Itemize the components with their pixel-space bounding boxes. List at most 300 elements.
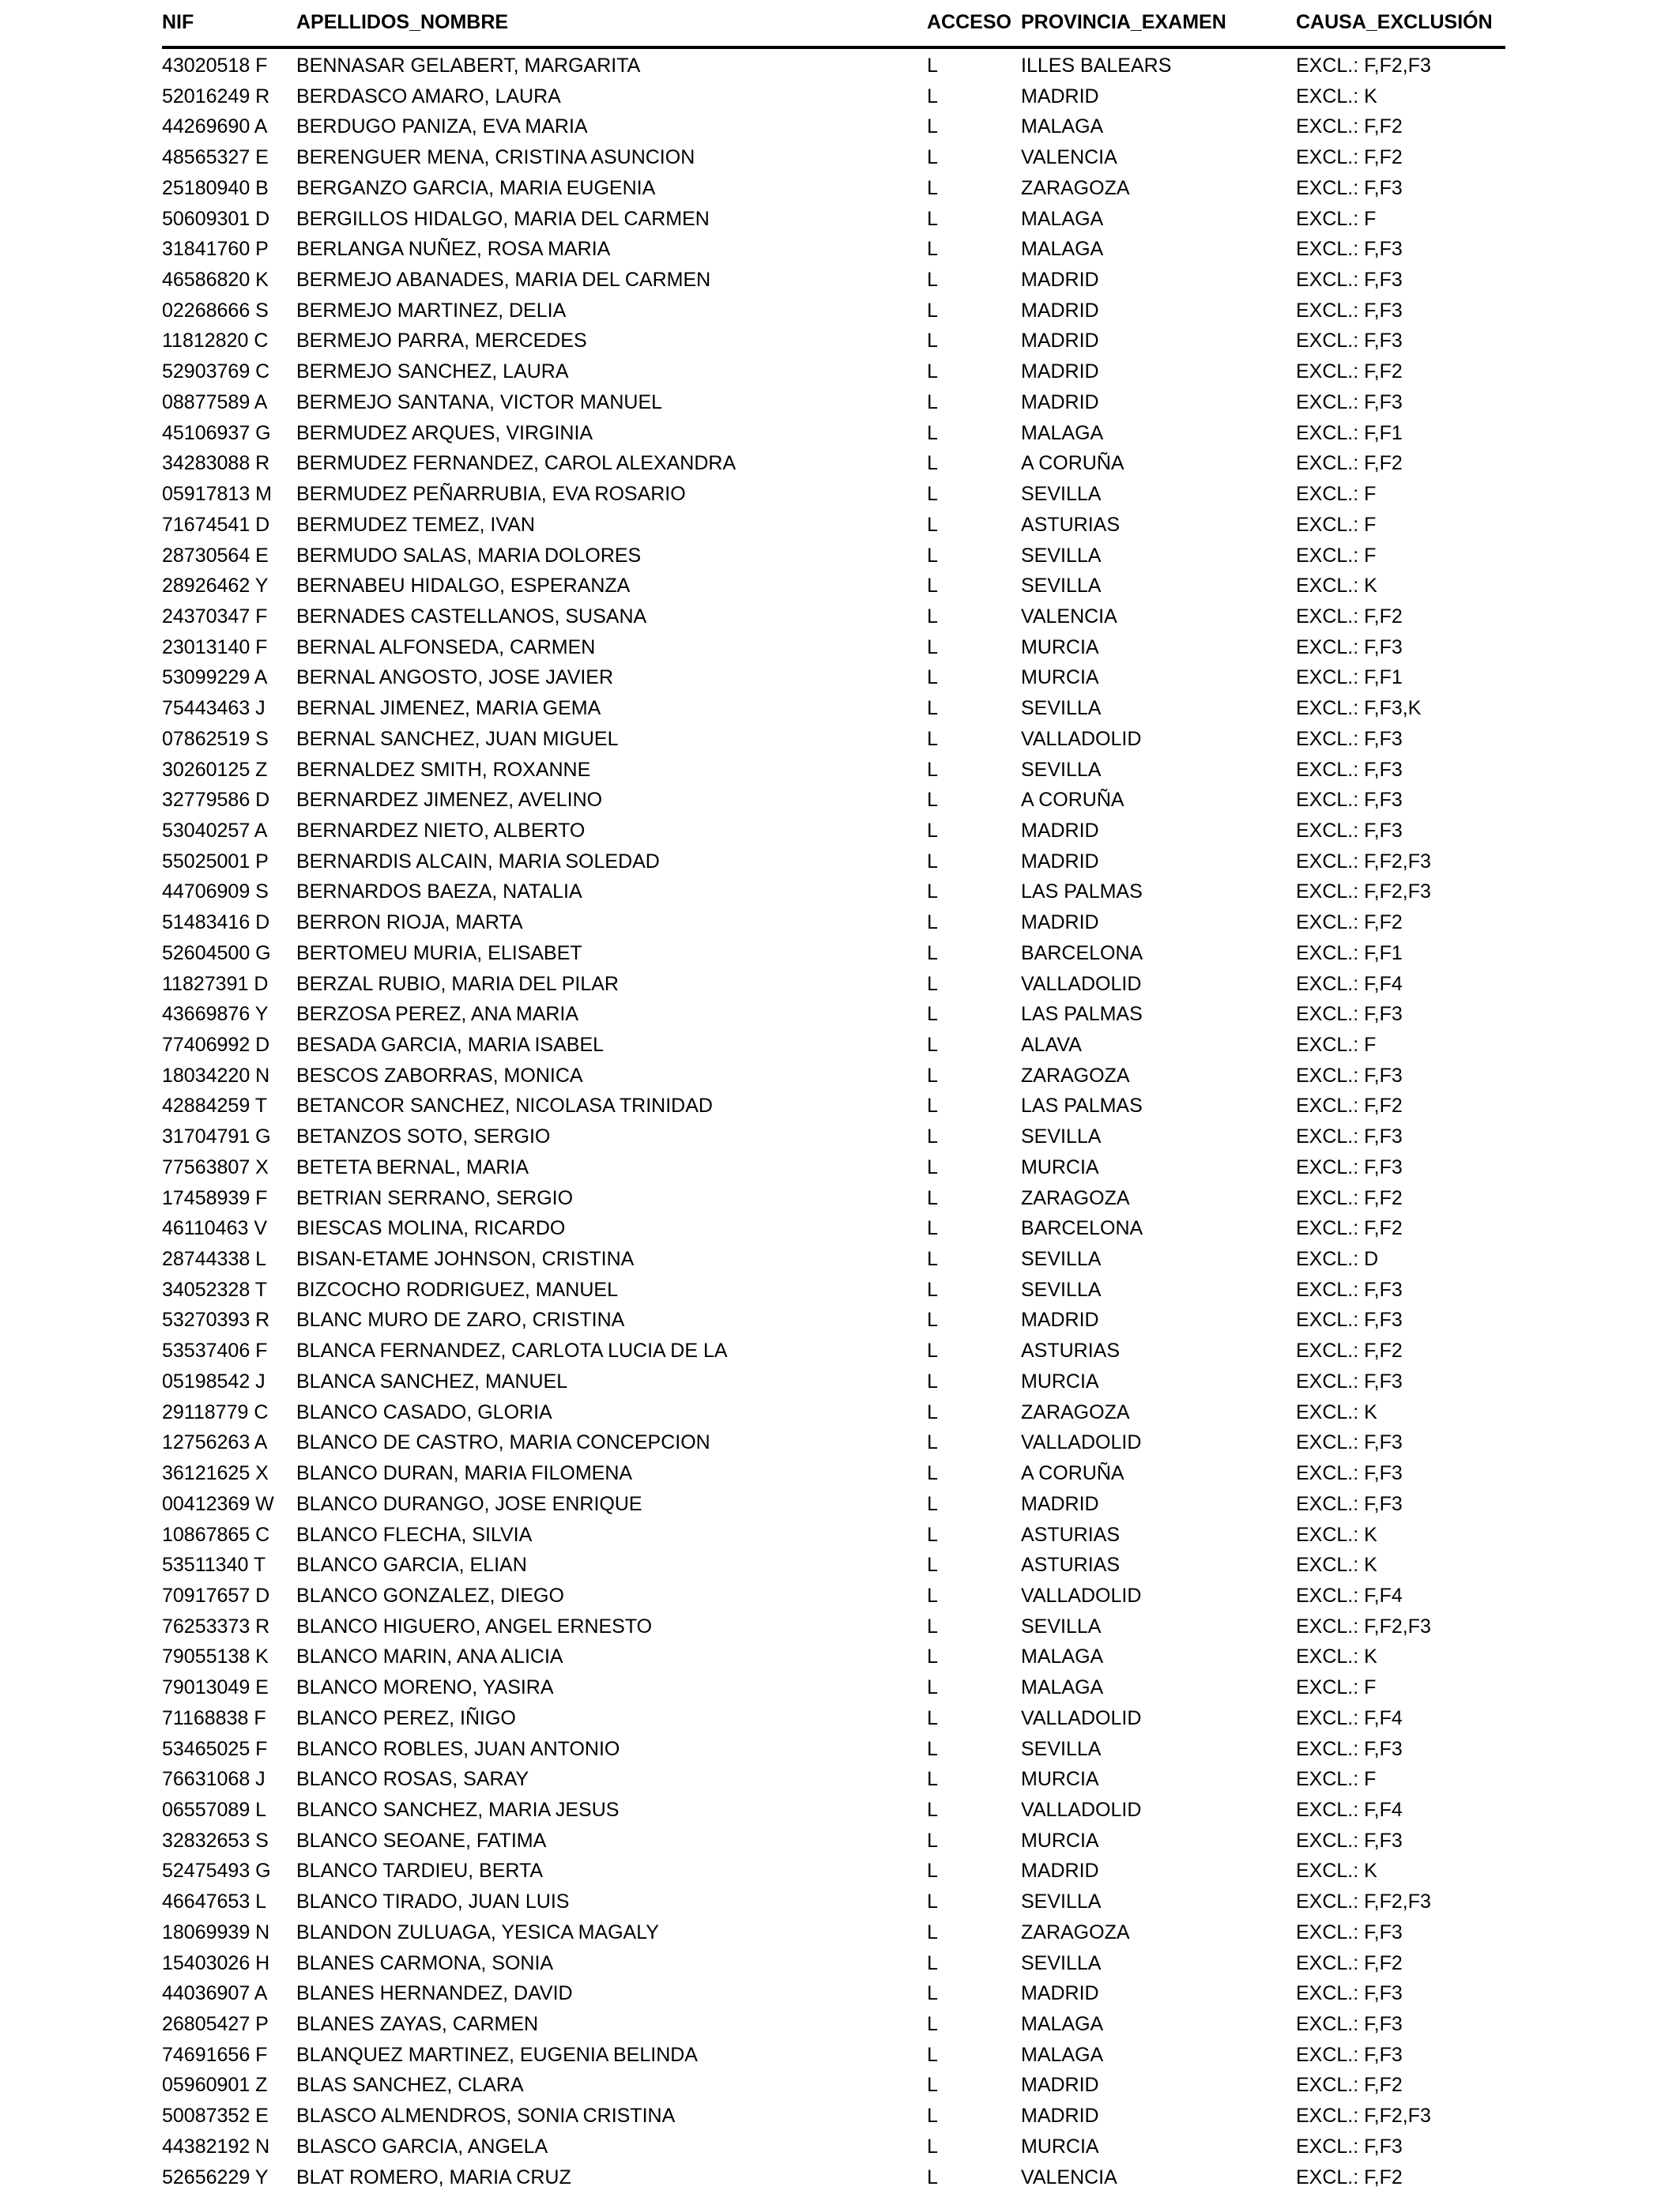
table-row xyxy=(162,1948,1505,1979)
cell-causa-exclusion: EXCL.: F,F2,F3 xyxy=(1296,55,1431,77)
cell-provincia-examen: MADRID xyxy=(1021,330,1099,352)
cell-acceso: L xyxy=(927,1523,938,1546)
cell-apellidos-nombre: BERENGUER MENA, CRISTINA ASUNCION xyxy=(296,146,695,169)
cell-provincia-examen: ZARAGOZA xyxy=(1021,1064,1130,1087)
cell-acceso: L xyxy=(927,972,938,995)
cell-apellidos-nombre: BERMEJO MARTINEZ, DELIA xyxy=(296,299,567,322)
cell-apellidos-nombre: BLANCO SANCHEZ, MARIA JESUS xyxy=(296,1798,620,1821)
cell-apellidos-nombre: BLANCO HIGUERO, ANGEL ERNESTO xyxy=(296,1615,653,1638)
cell-apellidos-nombre: BERNADES CASTELLANOS, SUSANA xyxy=(296,605,647,628)
cell-causa-exclusion: EXCL.: F,F3 xyxy=(1296,2043,1403,2066)
cell-apellidos-nombre: BERMEJO ABANADES, MARIA DEL CARMEN xyxy=(296,269,711,292)
cell-acceso: L xyxy=(927,1676,938,1699)
cell-nif: 53537406 F xyxy=(162,1340,268,1363)
cell-causa-exclusion: EXCL.: F,F2,F3 xyxy=(1296,1891,1431,1913)
cell-apellidos-nombre: BLAS SANCHEZ, CLARA xyxy=(296,2074,524,2097)
cell-apellidos-nombre: BISAN-ETAME JOHNSON, CRISTINA xyxy=(296,1248,635,1271)
cell-provincia-examen: MURCIA xyxy=(1021,1155,1099,1178)
cell-apellidos-nombre: BERNAL JIMENEZ, MARIA GEMA xyxy=(296,697,601,720)
cell-acceso: L xyxy=(927,1278,938,1301)
cell-nif: 76631068 J xyxy=(162,1768,266,1791)
cell-causa-exclusion: EXCL.: F,F3 xyxy=(1296,299,1403,322)
table-row xyxy=(162,571,1505,601)
table-row xyxy=(162,969,1505,1000)
cell-acceso: L xyxy=(927,1217,938,1240)
cell-provincia-examen: SEVILLA xyxy=(1021,1737,1102,1760)
cell-provincia-examen: A CORUÑA xyxy=(1021,452,1124,475)
cell-nif: 32832653 S xyxy=(162,1829,269,1852)
cell-acceso: L xyxy=(927,85,938,107)
cell-acceso: L xyxy=(927,1064,938,1087)
cell-causa-exclusion: EXCL.: F,F3 xyxy=(1296,819,1403,842)
cell-causa-exclusion: EXCL.: F,F2,F3 xyxy=(1296,2105,1431,2128)
cell-provincia-examen: MURCIA xyxy=(1021,1829,1099,1852)
cell-acceso: L xyxy=(927,421,938,444)
cell-nif: 00412369 W xyxy=(162,1492,274,1515)
table-row xyxy=(162,1581,1505,1612)
cell-causa-exclusion: EXCL.: F,F2 xyxy=(1296,360,1403,383)
cell-acceso: L xyxy=(927,1615,938,1638)
cell-apellidos-nombre: BENNASAR GELABERT, MARGARITA xyxy=(296,55,641,77)
cell-causa-exclusion: EXCL.: F,F3 xyxy=(1296,1370,1403,1393)
cell-nif: 18069939 N xyxy=(162,1921,270,1943)
cell-provincia-examen: ILLES BALEARS xyxy=(1021,55,1172,77)
cell-causa-exclusion: EXCL.: F,F3 xyxy=(1296,1003,1403,1026)
cell-acceso: L xyxy=(927,1125,938,1148)
cell-acceso: L xyxy=(927,880,938,903)
cell-causa-exclusion: EXCL.: F,F3 xyxy=(1296,758,1403,781)
table-header xyxy=(162,8,1505,43)
header-provincia-examen: PROVINCIA_EXAMEN xyxy=(1021,11,1226,33)
cell-causa-exclusion: EXCL.: F,F2,F3 xyxy=(1296,1615,1431,1638)
cell-nif: 36121625 X xyxy=(162,1462,269,1485)
cell-apellidos-nombre: BLANES CARMONA, SONIA xyxy=(296,1951,554,1974)
cell-provincia-examen: SEVILLA xyxy=(1021,758,1102,781)
cell-apellidos-nombre: BLASCO GARCIA, ANGELA xyxy=(296,2135,548,2158)
cell-nif: 70917657 D xyxy=(162,1584,270,1607)
cell-acceso: L xyxy=(927,575,938,598)
table-row xyxy=(162,448,1505,479)
cell-apellidos-nombre: BERRON RIOJA, MARTA xyxy=(296,911,523,934)
cell-acceso: L xyxy=(927,115,938,138)
cell-causa-exclusion: EXCL.: F,F1 xyxy=(1296,421,1403,444)
cell-acceso: L xyxy=(927,1829,938,1852)
cell-acceso: L xyxy=(927,2166,938,2188)
cell-acceso: L xyxy=(927,697,938,720)
cell-nif: 29118779 C xyxy=(162,1400,269,1423)
cell-nif: 75443463 J xyxy=(162,697,266,720)
cell-apellidos-nombre: BESCOS ZABORRAS, MONICA xyxy=(296,1064,583,1087)
cell-causa-exclusion: EXCL.: F,F4 xyxy=(1296,972,1403,995)
cell-nif: 55025001 P xyxy=(162,850,269,873)
cell-acceso: L xyxy=(927,1462,938,1485)
cell-provincia-examen: SEVILLA xyxy=(1021,1891,1102,1913)
cell-causa-exclusion: EXCL.: F,F2 xyxy=(1296,1951,1403,1974)
cell-apellidos-nombre: BLANCO DURAN, MARIA FILOMENA xyxy=(296,1462,633,1485)
cell-acceso: L xyxy=(927,1309,938,1332)
cell-nif: 79013049 E xyxy=(162,1676,269,1699)
cell-causa-exclusion: EXCL.: F,F2 xyxy=(1296,1340,1403,1363)
cell-causa-exclusion: EXCL.: F,F3 xyxy=(1296,789,1403,812)
cell-apellidos-nombre: BERMEJO PARRA, MERCEDES xyxy=(296,330,587,352)
table-row xyxy=(162,1795,1505,1826)
table-row xyxy=(162,1703,1505,1734)
cell-acceso: L xyxy=(927,1431,938,1454)
cell-causa-exclusion: EXCL.: F,F1 xyxy=(1296,941,1403,964)
cell-apellidos-nombre: BERTOMEU MURIA, ELISABET xyxy=(296,941,582,964)
cell-nif: 52475493 G xyxy=(162,1860,271,1883)
cell-causa-exclusion: EXCL.: F,F3 xyxy=(1296,635,1403,658)
cell-acceso: L xyxy=(927,1186,938,1209)
table-row xyxy=(162,1061,1505,1091)
cell-nif: 24370347 F xyxy=(162,605,268,628)
cell-nif: 50087352 E xyxy=(162,2105,269,2128)
cell-provincia-examen: ZARAGOZA xyxy=(1021,1186,1130,1209)
table-row xyxy=(162,662,1505,693)
cell-provincia-examen: ZARAGOZA xyxy=(1021,176,1130,199)
cell-acceso: L xyxy=(927,1095,938,1118)
cell-nif: 46647653 L xyxy=(162,1891,267,1913)
cell-acceso: L xyxy=(927,360,938,383)
table-row xyxy=(162,1458,1505,1489)
table-row xyxy=(162,1887,1505,1917)
cell-nif: 15403026 H xyxy=(162,1951,270,1974)
cell-nif: 11812820 C xyxy=(162,330,269,352)
cell-apellidos-nombre: BERMUDEZ TEMEZ, IVAN xyxy=(296,513,535,536)
cell-nif: 05198542 J xyxy=(162,1370,266,1393)
table-row xyxy=(162,2040,1505,2071)
cell-causa-exclusion: EXCL.: F,F3 xyxy=(1296,2135,1403,2158)
table-row xyxy=(162,601,1505,632)
cell-acceso: L xyxy=(927,758,938,781)
cell-causa-exclusion: EXCL.: K xyxy=(1296,1400,1377,1423)
cell-nif: 77563807 X xyxy=(162,1155,269,1178)
table-row xyxy=(162,1030,1505,1061)
cell-nif: 05960901 Z xyxy=(162,2074,268,2097)
cell-acceso: L xyxy=(927,727,938,750)
cell-apellidos-nombre: BLANCO FLECHA, SILVIA xyxy=(296,1523,533,1546)
cell-acceso: L xyxy=(927,1891,938,1913)
cell-acceso: L xyxy=(927,146,938,169)
table-row xyxy=(162,173,1505,204)
cell-provincia-examen: VALLADOLID xyxy=(1021,1706,1142,1729)
header-apellidos-nombre: APELLIDOS_NOMBRE xyxy=(296,11,509,33)
cell-nif: 11827391 D xyxy=(162,972,269,995)
cell-apellidos-nombre: BERGANZO GARCIA, MARIA EUGENIA xyxy=(296,176,656,199)
cell-causa-exclusion: EXCL.: F,F2 xyxy=(1296,2074,1403,2097)
cell-nif: 46110463 V xyxy=(162,1217,267,1240)
table-row xyxy=(162,1152,1505,1183)
cell-provincia-examen: SEVILLA xyxy=(1021,1615,1102,1638)
cell-provincia-examen: SEVILLA xyxy=(1021,483,1102,506)
cell-acceso: L xyxy=(927,2105,938,2128)
cell-provincia-examen: ASTURIAS xyxy=(1021,1340,1121,1363)
cell-apellidos-nombre: BERNABEU HIDALGO, ESPERANZA xyxy=(296,575,631,598)
table-body xyxy=(162,51,1505,2192)
cell-provincia-examen: MALAGA xyxy=(1021,207,1104,230)
cell-causa-exclusion: EXCL.: K xyxy=(1296,1860,1377,1883)
cell-nif: 53270393 R xyxy=(162,1309,270,1332)
cell-provincia-examen: LAS PALMAS xyxy=(1021,880,1143,903)
cell-causa-exclusion: EXCL.: F,F2 xyxy=(1296,1095,1403,1118)
cell-apellidos-nombre: BIESCAS MOLINA, RICARDO xyxy=(296,1217,566,1240)
cell-apellidos-nombre: BERNAL SANCHEZ, JUAN MIGUEL xyxy=(296,727,619,750)
cell-causa-exclusion: EXCL.: K xyxy=(1296,1554,1377,1577)
cell-causa-exclusion: EXCL.: F xyxy=(1296,513,1377,536)
cell-causa-exclusion: EXCL.: F,F3 xyxy=(1296,1921,1403,1943)
cell-nif: 44036907 A xyxy=(162,1982,268,2005)
table-row xyxy=(162,1764,1505,1795)
table-row xyxy=(162,632,1505,663)
cell-acceso: L xyxy=(927,1370,938,1393)
table-row xyxy=(162,2132,1505,2162)
cell-apellidos-nombre: BERMUDEZ PEÑARRUBIA, EVA ROSARIO xyxy=(296,483,686,506)
cell-acceso: L xyxy=(927,1737,938,1760)
cell-nif: 06557089 L xyxy=(162,1798,267,1821)
cell-causa-exclusion: EXCL.: F,F3 xyxy=(1296,1829,1403,1852)
cell-apellidos-nombre: BETANCOR SANCHEZ, NICOLASA TRINIDAD xyxy=(296,1095,713,1118)
cell-causa-exclusion: EXCL.: F,F4 xyxy=(1296,1584,1403,1607)
table-row xyxy=(162,204,1505,235)
cell-apellidos-nombre: BERNALDEZ SMITH, ROXANNE xyxy=(296,758,591,781)
cell-causa-exclusion: EXCL.: F,F2 xyxy=(1296,146,1403,169)
cell-provincia-examen: VALENCIA xyxy=(1021,605,1117,628)
table-row xyxy=(162,724,1505,755)
cell-provincia-examen: ASTURIAS xyxy=(1021,1554,1121,1577)
cell-apellidos-nombre: BERDASCO AMARO, LAURA xyxy=(296,85,561,107)
cell-nif: 53040257 A xyxy=(162,819,268,842)
cell-apellidos-nombre: BLANCO MARIN, ANA ALICIA xyxy=(296,1646,563,1668)
cell-causa-exclusion: EXCL.: F,F4 xyxy=(1296,1706,1403,1729)
header-nif: NIF xyxy=(162,11,194,33)
cell-provincia-examen: SEVILLA xyxy=(1021,544,1102,567)
cell-acceso: L xyxy=(927,269,938,292)
cell-acceso: L xyxy=(927,1860,938,1883)
cell-provincia-examen: MADRID xyxy=(1021,819,1099,842)
cell-apellidos-nombre: BERMEJO SANCHEZ, LAURA xyxy=(296,360,569,383)
cell-acceso: L xyxy=(927,941,938,964)
cell-apellidos-nombre: BLANCO MORENO, YASIRA xyxy=(296,1676,554,1699)
cell-causa-exclusion: EXCL.: F,F2 xyxy=(1296,115,1403,138)
table-row xyxy=(162,296,1505,326)
cell-provincia-examen: MADRID xyxy=(1021,299,1099,322)
cell-causa-exclusion: EXCL.: K xyxy=(1296,1523,1377,1546)
cell-causa-exclusion: EXCL.: F,F3 xyxy=(1296,727,1403,750)
cell-nif: 31841760 P xyxy=(162,238,269,261)
cell-causa-exclusion: EXCL.: F,F3 xyxy=(1296,1309,1403,1332)
cell-nif: 02268666 S xyxy=(162,299,269,322)
cell-acceso: L xyxy=(927,2135,938,2158)
cell-acceso: L xyxy=(927,1034,938,1056)
table-row xyxy=(162,907,1505,938)
cell-causa-exclusion: EXCL.: K xyxy=(1296,85,1377,107)
cell-provincia-examen: ZARAGOZA xyxy=(1021,1921,1130,1943)
table-row xyxy=(162,785,1505,816)
table-row xyxy=(162,846,1505,877)
cell-apellidos-nombre: BERNARDOS BAEZA, NATALIA xyxy=(296,880,582,903)
cell-provincia-examen: A CORUÑA xyxy=(1021,789,1124,812)
cell-acceso: L xyxy=(927,1554,938,1577)
cell-apellidos-nombre: BLANCO SEOANE, FATIMA xyxy=(296,1829,547,1852)
table-row xyxy=(162,1305,1505,1336)
table-row xyxy=(162,1826,1505,1857)
cell-nif: 53465025 F xyxy=(162,1737,268,1760)
cell-apellidos-nombre: BERZAL RUBIO, MARIA DEL PILAR xyxy=(296,972,619,995)
cell-apellidos-nombre: BERMUDO SALAS, MARIA DOLORES xyxy=(296,544,642,567)
cell-apellidos-nombre: BESADA GARCIA, MARIA ISABEL xyxy=(296,1034,605,1056)
cell-apellidos-nombre: BLANCO DE CASTRO, MARIA CONCEPCION xyxy=(296,1431,710,1454)
cell-provincia-examen: ASTURIAS xyxy=(1021,1523,1121,1546)
cell-nif: 52604500 G xyxy=(162,941,271,964)
cell-apellidos-nombre: BERNARDEZ NIETO, ALBERTO xyxy=(296,819,586,842)
cell-acceso: L xyxy=(927,850,938,873)
cell-causa-exclusion: EXCL.: F,F2 xyxy=(1296,605,1403,628)
table-row xyxy=(162,51,1505,81)
cell-provincia-examen: VALLADOLID xyxy=(1021,1431,1142,1454)
cell-provincia-examen: VALENCIA xyxy=(1021,2166,1117,2188)
cell-apellidos-nombre: BERNARDIS ALCAIN, MARIA SOLEDAD xyxy=(296,850,660,873)
cell-nif: 50609301 D xyxy=(162,207,270,230)
table-row xyxy=(162,1275,1505,1306)
cell-nif: 53511340 T xyxy=(162,1554,266,1577)
cell-acceso: L xyxy=(927,330,938,352)
cell-provincia-examen: ZARAGOZA xyxy=(1021,1400,1130,1423)
cell-causa-exclusion: EXCL.: F,F2 xyxy=(1296,1186,1403,1209)
cell-apellidos-nombre: BLANCO PEREZ, IÑIGO xyxy=(296,1706,516,1729)
header-divider xyxy=(162,46,1505,49)
cell-nif: 46586820 K xyxy=(162,269,269,292)
cell-nif: 43020518 F xyxy=(162,55,268,77)
cell-nif: 30260125 Z xyxy=(162,758,268,781)
cell-provincia-examen: MALAGA xyxy=(1021,115,1104,138)
cell-causa-exclusion: EXCL.: F,F2 xyxy=(1296,2166,1403,2188)
cell-acceso: L xyxy=(927,1768,938,1791)
cell-causa-exclusion: EXCL.: F,F4 xyxy=(1296,1798,1403,1821)
cell-apellidos-nombre: BETETA BERNAL, MARIA xyxy=(296,1155,529,1178)
cell-acceso: L xyxy=(927,483,938,506)
table-row xyxy=(162,693,1505,724)
cell-nif: 34283088 R xyxy=(162,452,270,475)
cell-causa-exclusion: EXCL.: F,F1 xyxy=(1296,666,1403,689)
cell-apellidos-nombre: BERLANGA NUÑEZ, ROSA MARIA xyxy=(296,238,611,261)
cell-acceso: L xyxy=(927,666,938,689)
cell-provincia-examen: SEVILLA xyxy=(1021,1951,1102,1974)
cell-provincia-examen: MADRID xyxy=(1021,1309,1099,1332)
cell-causa-exclusion: EXCL.: F xyxy=(1296,1676,1377,1699)
cell-provincia-examen: VALLADOLID xyxy=(1021,727,1142,750)
cell-nif: 44269690 A xyxy=(162,115,268,138)
cell-apellidos-nombre: BLANCO TARDIEU, BERTA xyxy=(296,1860,544,1883)
table-row xyxy=(162,1336,1505,1367)
table-row xyxy=(162,326,1505,356)
cell-acceso: L xyxy=(927,1003,938,1026)
cell-provincia-examen: MADRID xyxy=(1021,360,1099,383)
cell-nif: 71674541 D xyxy=(162,513,270,536)
cell-apellidos-nombre: BLANCO GONZALEZ, DIEGO xyxy=(296,1584,564,1607)
cell-apellidos-nombre: BLANCO CASADO, GLORIA xyxy=(296,1400,552,1423)
cell-provincia-examen: SEVILLA xyxy=(1021,1278,1102,1301)
cell-apellidos-nombre: BLANDON ZULUAGA, YESICA MAGALY xyxy=(296,1921,659,1943)
table-row xyxy=(162,1917,1505,1948)
cell-acceso: L xyxy=(927,1492,938,1515)
cell-nif: 28744338 L xyxy=(162,1248,267,1271)
cell-causa-exclusion: EXCL.: F,F3 xyxy=(1296,1492,1403,1515)
cell-causa-exclusion: EXCL.: K xyxy=(1296,1646,1377,1668)
cell-causa-exclusion: EXCL.: F xyxy=(1296,207,1377,230)
cell-apellidos-nombre: BLANCO TIRADO, JUAN LUIS xyxy=(296,1891,570,1913)
cell-causa-exclusion: EXCL.: F xyxy=(1296,483,1377,506)
cell-causa-exclusion: EXCL.: F,F2 xyxy=(1296,452,1403,475)
cell-causa-exclusion: EXCL.: F,F3 xyxy=(1296,1155,1403,1178)
cell-acceso: L xyxy=(927,1982,938,2005)
table-row xyxy=(162,1397,1505,1428)
cell-causa-exclusion: EXCL.: F,F2 xyxy=(1296,1217,1403,1240)
cell-nif: 07862519 S xyxy=(162,727,269,750)
table-row xyxy=(162,816,1505,846)
cell-causa-exclusion: EXCL.: K xyxy=(1296,575,1377,598)
cell-apellidos-nombre: BLASCO ALMENDROS, SONIA CRISTINA xyxy=(296,2105,676,2128)
cell-acceso: L xyxy=(927,1706,938,1729)
table-row xyxy=(162,1489,1505,1520)
cell-nif: 32779586 D xyxy=(162,789,270,812)
cell-nif: 48565327 E xyxy=(162,146,269,169)
cell-causa-exclusion: EXCL.: F,F3 xyxy=(1296,390,1403,413)
cell-nif: 51483416 D xyxy=(162,911,270,934)
cell-acceso: L xyxy=(927,1951,938,1974)
cell-acceso: L xyxy=(927,55,938,77)
cell-apellidos-nombre: BERNAL ANGOSTO, JOSE JAVIER xyxy=(296,666,614,689)
cell-causa-exclusion: EXCL.: F,F3 xyxy=(1296,1737,1403,1760)
cell-causa-exclusion: EXCL.: F,F3 xyxy=(1296,1064,1403,1087)
cell-nif: 52903769 C xyxy=(162,360,270,383)
cell-nif: 71168838 F xyxy=(162,1706,266,1729)
table-row xyxy=(162,2070,1505,2101)
cell-causa-exclusion: EXCL.: F,F2,F3 xyxy=(1296,880,1431,903)
cell-causa-exclusion: EXCL.: F,F2 xyxy=(1296,911,1403,934)
cell-provincia-examen: MURCIA xyxy=(1021,666,1099,689)
cell-provincia-examen: MADRID xyxy=(1021,269,1099,292)
table-row xyxy=(162,999,1505,1030)
cell-provincia-examen: VALENCIA xyxy=(1021,146,1117,169)
cell-apellidos-nombre: BLANES ZAYAS, CARMEN xyxy=(296,2013,539,2035)
cell-acceso: L xyxy=(927,1340,938,1363)
cell-provincia-examen: MURCIA xyxy=(1021,2135,1099,2158)
cell-nif: 34052328 T xyxy=(162,1278,267,1301)
cell-causa-exclusion: EXCL.: F,F3 xyxy=(1296,176,1403,199)
cell-nif: 12756263 A xyxy=(162,1431,268,1454)
cell-nif: 44706909 S xyxy=(162,880,269,903)
cell-nif: 26805427 P xyxy=(162,2013,269,2035)
table-row xyxy=(162,1672,1505,1703)
cell-acceso: L xyxy=(927,1155,938,1178)
table-row xyxy=(162,1734,1505,1765)
cell-nif: 74691656 F xyxy=(162,2043,268,2066)
table-row xyxy=(162,2009,1505,2040)
cell-provincia-examen: MADRID xyxy=(1021,1982,1099,2005)
table-row xyxy=(162,1642,1505,1672)
cell-nif: 28730564 E xyxy=(162,544,269,567)
cell-causa-exclusion: EXCL.: F,F3 xyxy=(1296,1982,1403,2005)
cell-provincia-examen: LAS PALMAS xyxy=(1021,1095,1143,1118)
header-causa-exclusion: CAUSA_EXCLUSIÓN xyxy=(1296,11,1493,33)
cell-apellidos-nombre: BLANCO DURANGO, JOSE ENRIQUE xyxy=(296,1492,642,1515)
cell-acceso: L xyxy=(927,513,938,536)
cell-acceso: L xyxy=(927,1248,938,1271)
table-row xyxy=(162,1091,1505,1122)
cell-provincia-examen: MADRID xyxy=(1021,2074,1099,2097)
cell-apellidos-nombre: BLAT ROMERO, MARIA CRUZ xyxy=(296,2166,571,2188)
cell-acceso: L xyxy=(927,635,938,658)
